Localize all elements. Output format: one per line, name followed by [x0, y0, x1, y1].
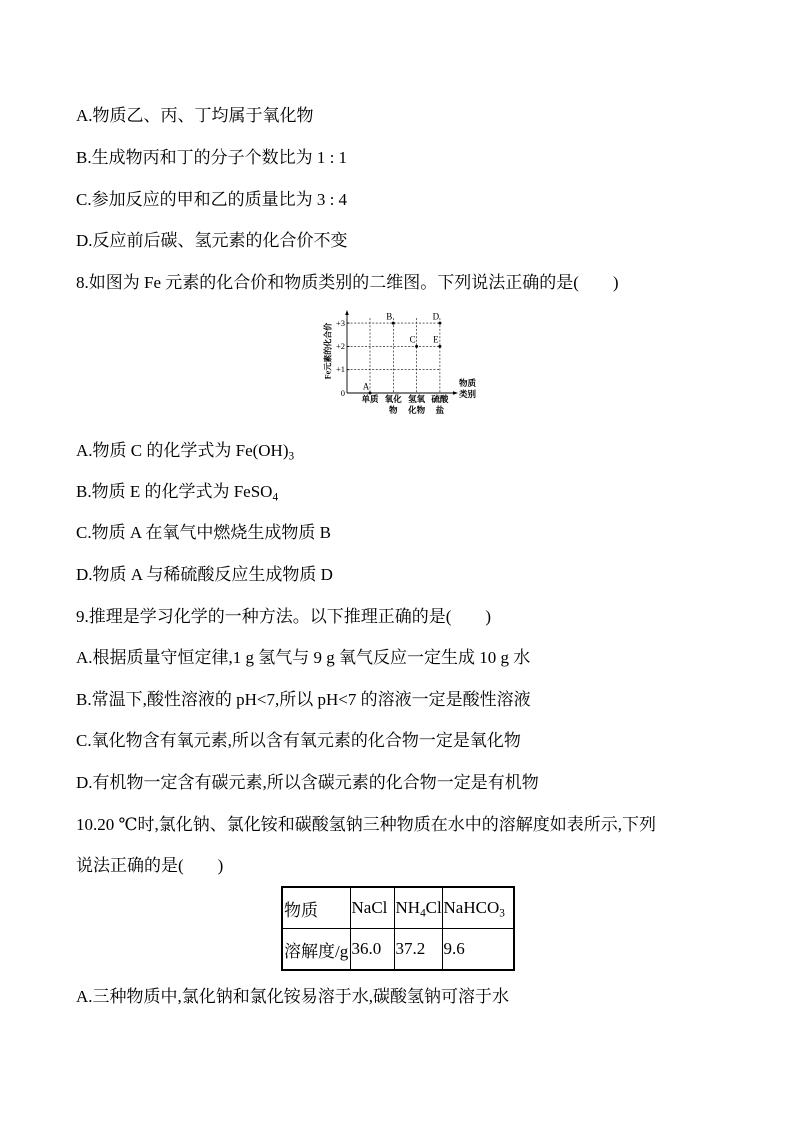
header-nahco3	[442, 887, 514, 929]
q8-option-b	[76, 481, 278, 503]
x-axis-title: 物质类别	[459, 378, 477, 399]
row-solubility-label: 溶解度/g	[282, 929, 350, 971]
data-point-label: B	[386, 311, 393, 322]
q8-stem: 8.如图为 Fe 元素的化合价和物质类别的二维图。下列说法正确的是( )	[76, 273, 619, 292]
q10-stem-line-1: 10.20 ℃时,氯化钠、氯化铵和碳酸氢钠三种物质在水中的溶解度如表所示,下列	[76, 815, 657, 834]
q8-option-b-text: B.物质 E 的化学式为 FeSO	[76, 482, 273, 501]
y-tick-label: +3	[335, 317, 345, 328]
x-axis-arrow	[453, 391, 458, 395]
q8-option-a	[76, 440, 294, 462]
header-nacl	[350, 887, 394, 929]
solubility-table	[281, 886, 515, 971]
data-point-e	[438, 345, 441, 348]
solubility-nacl: 36.0	[350, 929, 394, 971]
data-point-label: A	[362, 381, 370, 391]
x-category-label: 氧化物	[384, 394, 402, 415]
nacl-formula: NaCl	[351, 898, 388, 917]
q10-stem-line-2: 说法正确的是( )	[76, 856, 224, 875]
nahco3-subscript: 3	[499, 907, 505, 920]
table-row-header	[282, 887, 514, 929]
q8-option-d: D.物质 A 与稀硫酸反应生成物质 D	[76, 565, 333, 584]
q9-option-c: C.氧化物含有氧元素,所以含有氧元素的化合物一定是氧化物	[76, 731, 521, 750]
q9-option-a: A.根据质量守恒定律,1 g 氢气与 9 g 氧气反应一定生成 10 g 水	[76, 648, 531, 667]
x-category-label: 氢氧化物	[408, 394, 426, 415]
q7-option-d: D.反应前后碳、氢元素的化合价不变	[76, 231, 348, 250]
y-axis-title: Fe元素的化合价	[323, 322, 333, 380]
q9-option-b: B.常温下,酸性溶液的 pH<7,所以 pH<7 的溶液一定是酸性溶液	[76, 690, 531, 709]
data-point-label: E	[433, 334, 439, 345]
solubility-nh4cl: 37.2	[394, 929, 442, 971]
q7-option-b: B.生成物丙和丁的分子个数比为 1 : 1	[76, 148, 348, 167]
q8-option-b-subscript: 4	[272, 491, 279, 504]
header-nh4cl	[394, 887, 442, 929]
q9-stem: 9.推理是学习化学的一种方法。以下推理正确的是( )	[76, 607, 492, 626]
q8-option-a-subscript: 3	[288, 450, 295, 463]
data-point-label: D	[432, 311, 440, 322]
solubility-nahco3: 9.6	[442, 929, 514, 971]
q10-option-a: A.三种物质中,氯化钠和氯化铵易溶于水,碳酸氢钠可溶于水	[76, 987, 510, 1006]
q8-option-a-text: A.物质 C 的化学式为 Fe(OH)	[76, 441, 289, 460]
fe-valence-category-diagram	[320, 308, 490, 420]
nh4cl-formula-main: NH	[395, 898, 421, 917]
y-axis-arrow	[345, 310, 349, 315]
y-tick-label: +1	[335, 364, 345, 375]
nahco3-formula-main: NaHCO	[443, 898, 500, 917]
x-category-label: 单质	[361, 394, 379, 404]
q9-option-d: D.有机物一定含有碳元素,所以含碳元素的化合物一定是有机物	[76, 773, 539, 792]
nh4cl-formula-tail: Cl	[425, 898, 442, 917]
x-category-label: 硫酸盐	[431, 394, 449, 415]
y-tick-label: +2	[335, 340, 345, 351]
q7-option-a: A.物质乙、丙、丁均属于氧化物	[76, 106, 314, 125]
header-substance-label: 物质	[282, 887, 350, 929]
nh4cl-subscript: 4	[420, 907, 426, 920]
diagram-canvas	[320, 308, 490, 420]
q7-option-c: C.参加反应的甲和乙的质量比为 3 : 4	[76, 190, 348, 209]
table-row-solubility	[282, 929, 514, 971]
data-point-label: C	[409, 334, 416, 345]
q8-option-c: C.物质 A 在氧气中燃烧生成物质 B	[76, 523, 332, 542]
y-tick-label: 0	[340, 387, 345, 398]
